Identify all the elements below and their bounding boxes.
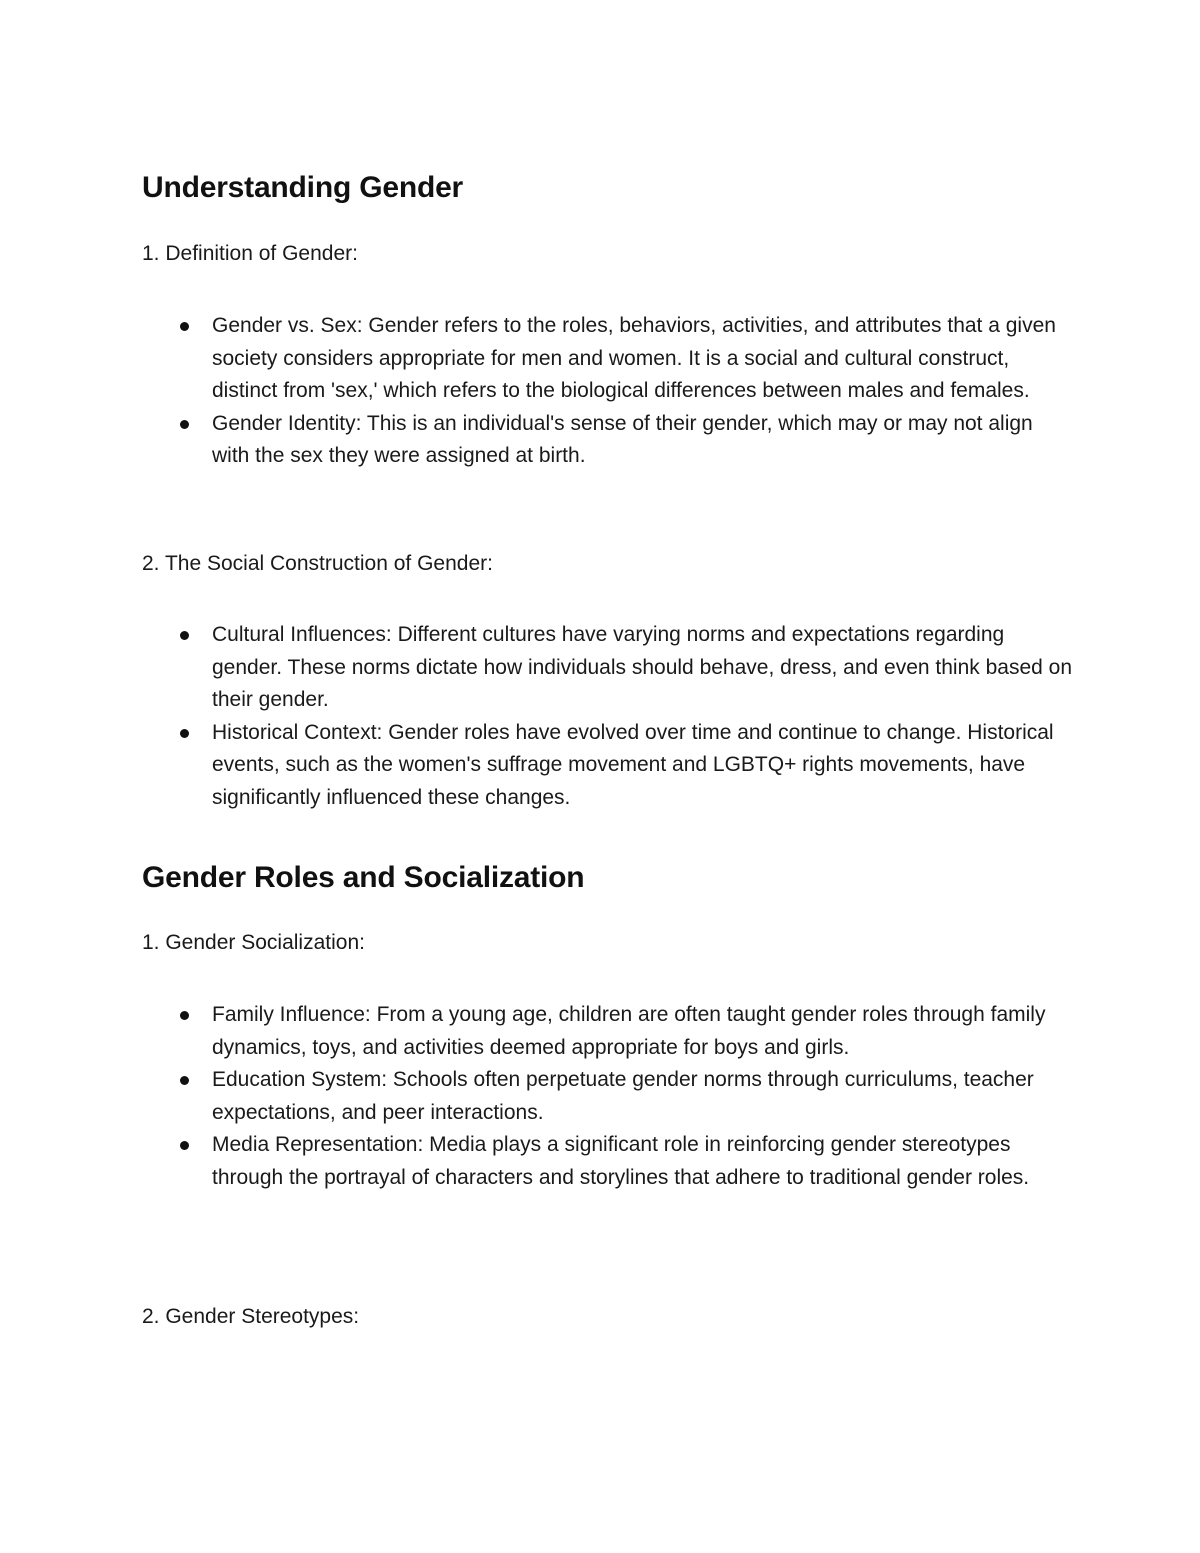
section-title: Gender Roles and Socialization [142,861,585,894]
section-understanding-gender [142,170,1072,206]
list-item: Gender vs. Sex: Gender refers to the roles, behaviors, activities, and attributes that a given society considers appropriate for men and women. It is a social and cultural construct, distinct from 'sex,' which refers to the biological differences between males and females. [142,310,1072,408]
bullet-icon [180,1011,189,1020]
bullet-icon [180,1141,189,1150]
list-item: Family Influence: From a young age, children are often taught gender roles through family dynamics, toys, and activities deemed appropriate for boys and girls. [142,999,1072,1064]
list-item: Media Representation: Media plays a significant role in reinforcing gender stereotypes through the portrayal of characters and storylines that adhere to traditional gender roles. [142,1129,1072,1194]
section-title: Understanding Gender [142,171,464,204]
bullet-icon [180,420,189,429]
bullet-icon [180,729,189,738]
bullet-list [142,619,1072,815]
subsection-heading: 2. The Social Construction of Gender: [142,552,493,575]
bullet-list [142,310,1072,473]
bullet-icon [180,631,189,640]
subsection-heading: 1. Definition of Gender: [142,242,358,265]
subsection-heading: 2. Gender Stereotypes: [142,1305,360,1328]
list-item: Cultural Influences: Different cultures have varying norms and expectations regarding gender. These norms dictate how individuals should behave, dress, and even think based on their gender. [142,619,1072,717]
bullet-list [142,999,1072,1195]
subsection-heading: 1. Gender Socialization: [142,931,365,954]
bullet-icon [180,322,189,331]
list-item: Education System: Schools often perpetuate gender norms through curriculums, teacher expectations, and peer interactions. [142,1064,1072,1129]
bullet-icon [180,1076,189,1085]
list-item: Gender Identity: This is an individual's sense of their gender, which may or may not align with the sex they were assigned at birth. [142,408,1072,473]
section-gender-roles [142,860,1072,896]
list-item: Historical Context: Gender roles have evolved over time and continue to change. Historical events, such as the women's suffrage movement and LGBTQ+ rights movements, have significantly influenced these changes. [142,717,1072,815]
